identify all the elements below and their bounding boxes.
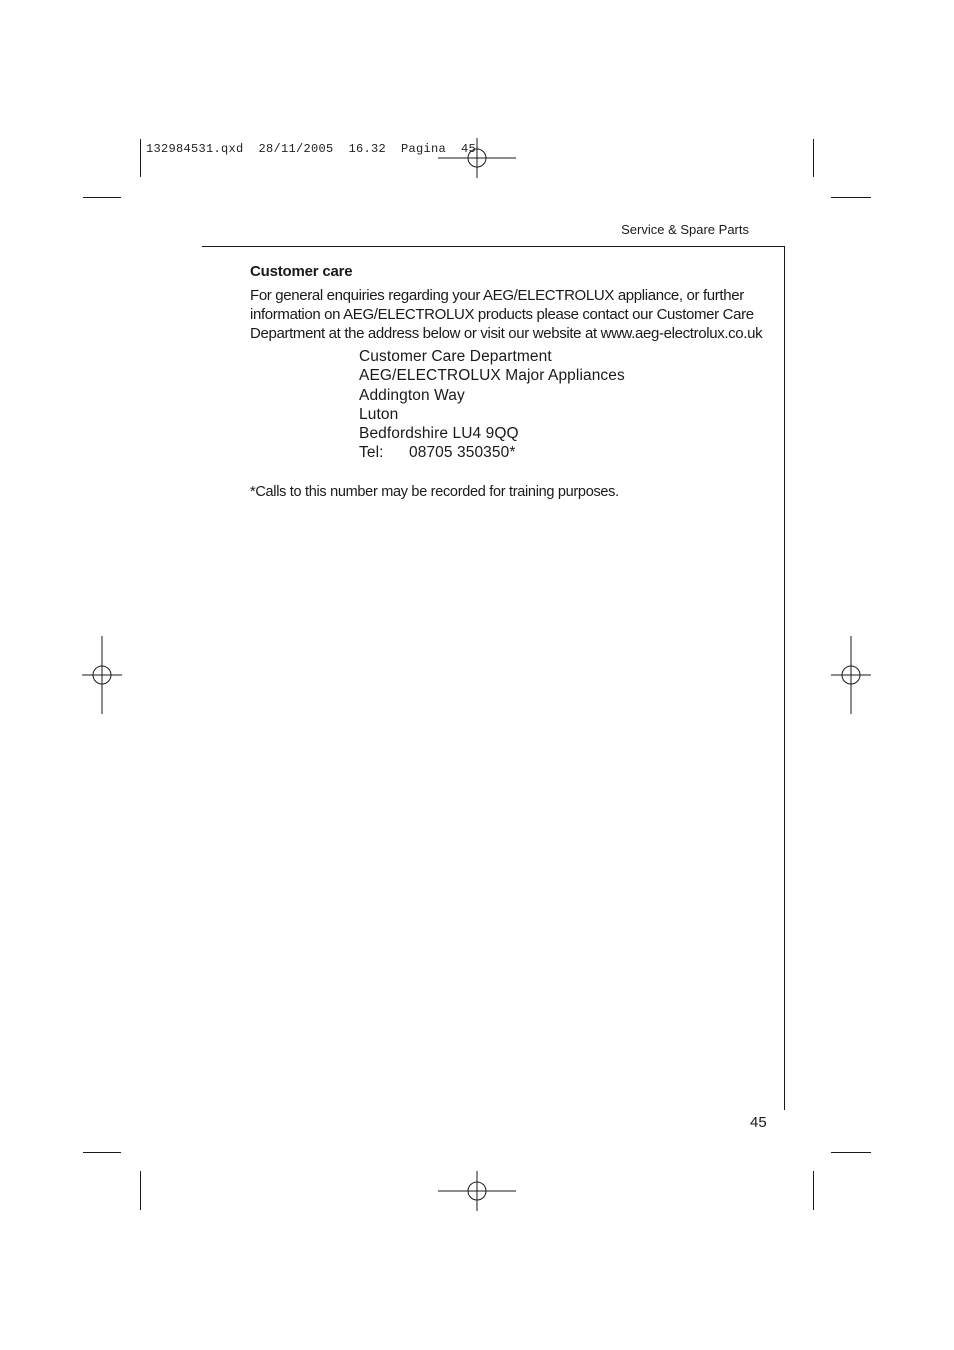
crop-mark-top-right-horizontal — [831, 197, 871, 198]
address-line: AEG/ELECTROLUX Major Appliances — [359, 367, 625, 385]
registration-mark-bottom-icon — [438, 1171, 516, 1211]
telephone-number: 08705 350350* — [409, 444, 516, 462]
crop-mark-bottom-left-vertical — [140, 1171, 141, 1210]
crop-mark-top-right-vertical — [813, 139, 814, 177]
address-line: Luton — [359, 405, 399, 423]
crop-mark-bottom-right-horizontal — [831, 1152, 871, 1153]
address-line: Customer Care Department — [359, 348, 552, 365]
intro-line: For general enquiries regarding your AEG/ELECTROLUX appliance, or further — [250, 287, 744, 304]
prepress-slug: 132984531.qxd 28/11/2005 16.32 Pagina 45 — [146, 142, 477, 156]
intro-line: Department at the address below or visit our website at www.aeg-electrolux.co.uk — [250, 325, 763, 342]
registration-mark-right-icon — [831, 636, 871, 714]
registration-mark-left-icon — [82, 636, 122, 714]
section-title: Service & Spare Parts — [621, 222, 749, 237]
telephone-label: Tel: — [359, 444, 384, 462]
page-number: 45 — [750, 1114, 767, 1131]
crop-mark-top-left-horizontal — [83, 197, 121, 198]
address-line: Addington Way — [359, 386, 465, 404]
crop-mark-bottom-left-horizontal — [83, 1152, 121, 1153]
customer-care-heading: Customer care — [250, 263, 353, 280]
address-block — [359, 347, 790, 463]
customer-care-section — [250, 262, 790, 502]
crop-mark-top-left-vertical — [140, 139, 141, 177]
header-rule — [202, 246, 784, 247]
crop-mark-bottom-right-vertical — [813, 1171, 814, 1210]
intro-line: information on AEG/ELECTROLUX products please contact our Customer Care — [250, 306, 754, 323]
footnote: *Calls to this number may be recorded for training purposes. — [250, 483, 619, 500]
address-line: Bedfordshire LU4 9QQ — [359, 425, 519, 443]
telephone-line — [359, 443, 790, 462]
